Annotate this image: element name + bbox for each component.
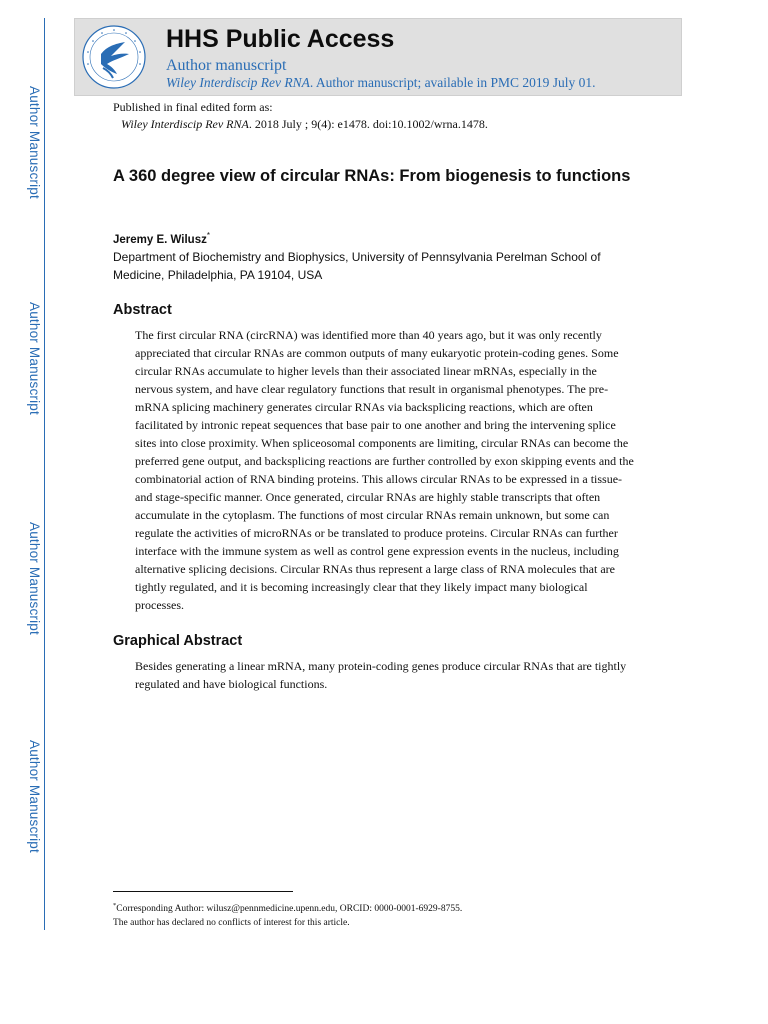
footnote-mark: * [113, 902, 117, 909]
paper-title: A 360 degree view of circular RNAs: From biogenesis to functions [113, 167, 631, 185]
journal-availability-line [166, 75, 596, 91]
citation-details: . 2018 July ; 9(4): e1478. doi:10.1002/wrna.1478. [248, 117, 488, 131]
citation-journal: Wiley Interdiscip Rev RNA [121, 117, 249, 131]
abstract-heading: Abstract [113, 302, 172, 318]
footnote-divider [113, 891, 293, 892]
sidebar-label-author-manuscript: Author Manuscript [27, 86, 42, 199]
published-label: Published in final edited form as: [113, 100, 273, 114]
graphical-abstract-text: Besides generating a linear mRNA, many protein-coding genes produce circular RNAs that are tightly regulated and have biological functions. [135, 659, 627, 691]
author-affiliation: Department of Biochemistry and Biophysics, University of Pennsylvania Perelman School of Medicine, Philadelphia, PA 19104, USA [113, 250, 601, 282]
footnote-conflicts: The author has declared no conflicts of interest for this article. [113, 918, 350, 928]
author-footnote-mark[interactable]: * [206, 231, 210, 240]
author-manuscript-label: Author manuscript [166, 57, 287, 74]
footnote-corresponding-text: Corresponding Author: wilusz@pennmedicine.upenn.edu, ORCID: 0000-0001-6929-8755. [116, 904, 463, 915]
sidebar-rule [44, 18, 45, 930]
sidebar-label-author-manuscript: Author Manuscript [27, 740, 42, 853]
graphical-abstract-heading: Graphical Abstract [113, 633, 243, 649]
availability-text: . Author manuscript; available in PMC 2019 July 01. [309, 75, 596, 90]
citation-line [121, 117, 488, 132]
author-name-line [113, 231, 210, 246]
sidebar-label-author-manuscript: Author Manuscript [27, 302, 42, 415]
footnote-corresponding [113, 902, 462, 914]
sidebar-label-author-manuscript: Author Manuscript [27, 522, 42, 635]
hhs-eagle-seal-icon [81, 24, 147, 90]
hhs-title: HHS Public Access [166, 25, 395, 53]
journal-name[interactable]: Wiley Interdiscip Rev RNA [166, 75, 310, 90]
hhs-header [74, 18, 682, 96]
author-name: Jeremy E. Wilusz [113, 233, 207, 246]
abstract-text: The first circular RNA (circRNA) was identified more than 40 years ago, but it was only recently appreciated that circular RNAs are common outputs of many eukaryotic protein-coding genes. Some circular RNAs accumulate to higher levels than their associated linear mRNAs, especially in the nervous system, and have clear regulatory functions that result in organismal phenotypes. The pre-mRNA splicing machinery generates circular RNAs via backsplicing reactions, which are often facilitated by intronic repeat sequences that base pair to one another and bring the intervening splice sites into close proximity. When spliceosomal components are limiting, circular RNAs can become the preferred gene output, and backsplicing reactions are further controlled by exon skipping events and the combinatorial action of RNA binding proteins. This allows circular RNAs to be expressed in a tissue- and stage-specific manner. Once generated, circular RNAs are highly stable transcripts that often accumulate in the cytoplasm. The functions of most circular RNAs remain unknown, but some can regulate the activities of microRNAs or be translated to produce proteins. Circular RNAs can further interface with the immune system as well as control gene expression events in the nucleus, including alternative splicing decisions. Circular RNAs thus represent a large class of RNA molecules that are tightly regulated, and it is becoming increasingly clear that they likely impact many biological processes. [135, 328, 634, 612]
